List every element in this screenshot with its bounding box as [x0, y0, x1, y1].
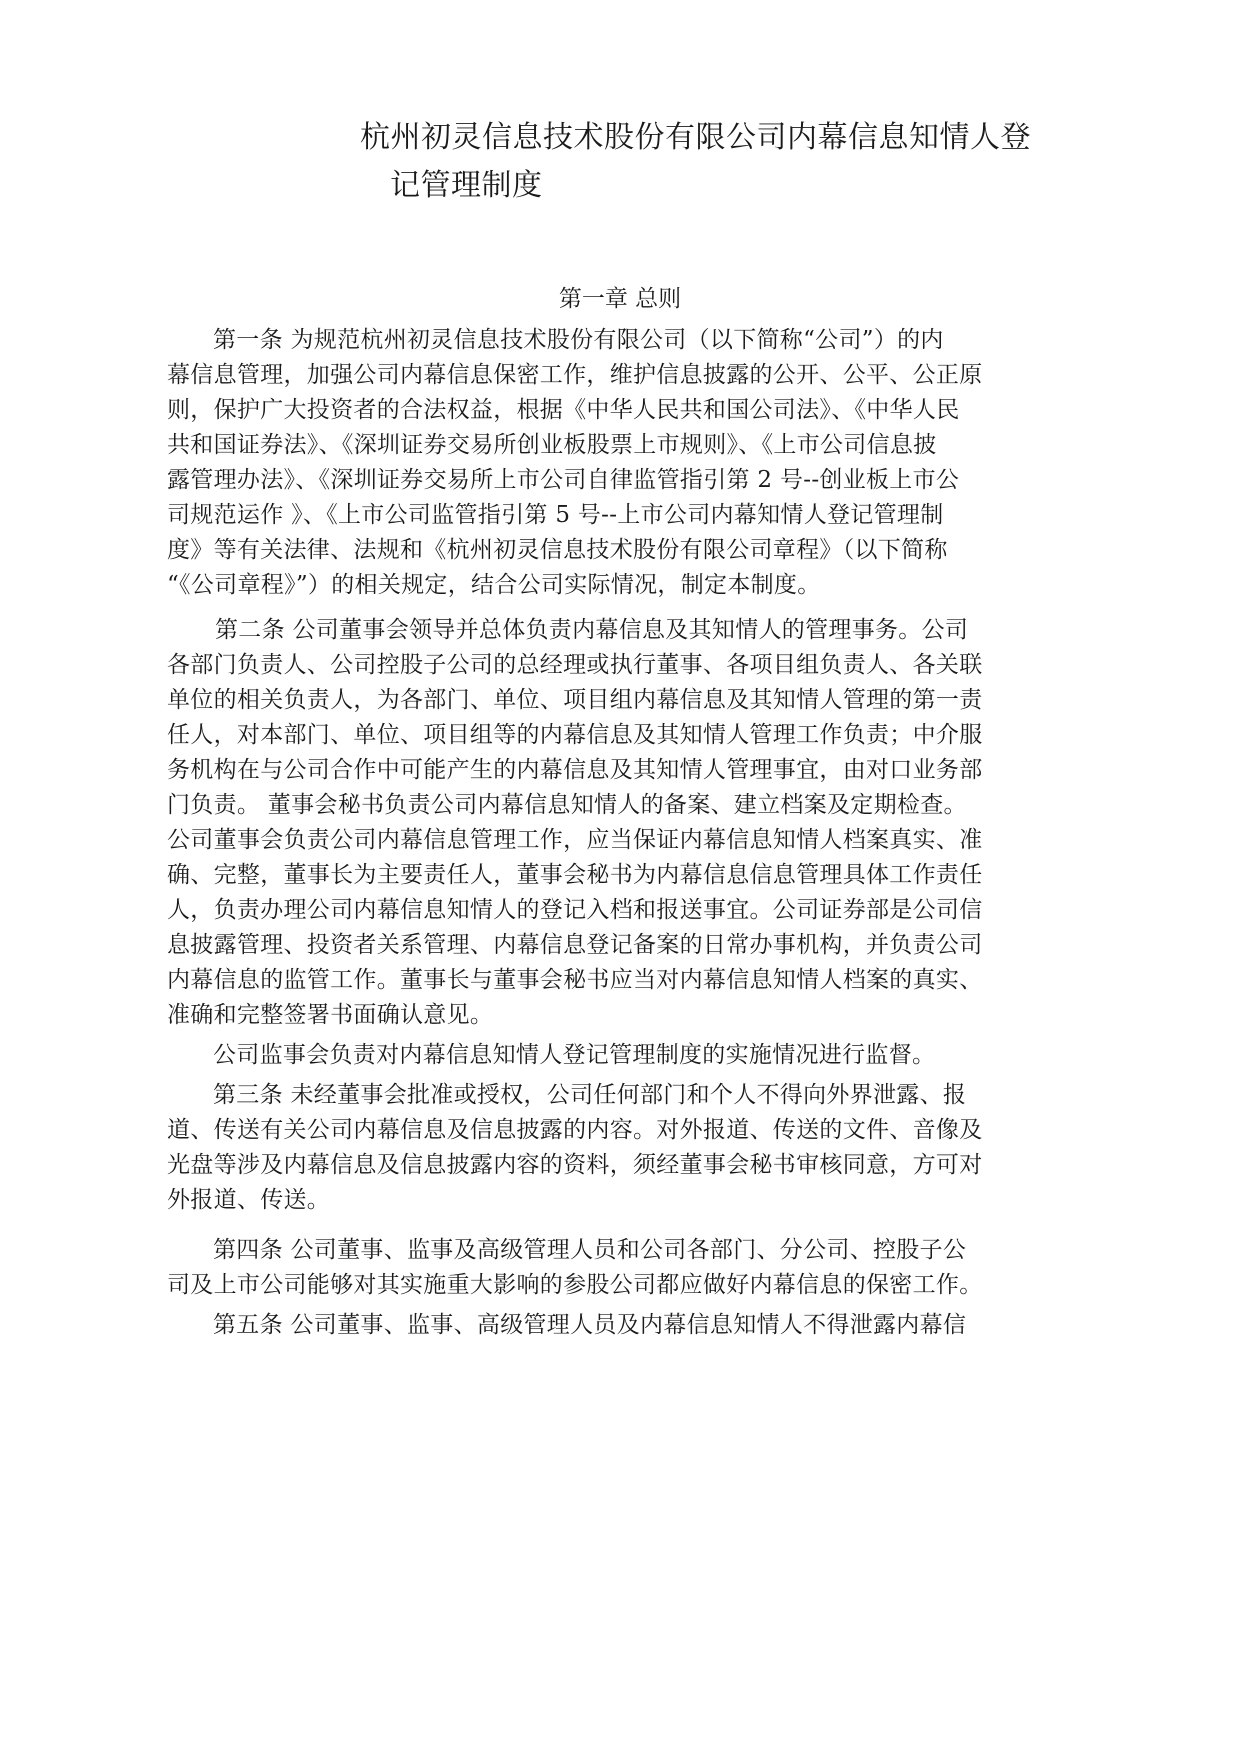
- body-line: 务机构在与公司合作中可能产生的内幕信息及其知情人管理事宜，由对口业务部: [167, 757, 983, 783]
- body-line: 露管理办法》、《深圳证券交易所上市公司自律监管指引第 2 号--创业板上市公: [167, 467, 960, 493]
- body-line: 则，保护广大投资者的合法权益，根据《中华人民共和国公司法》、《中华人民: [167, 397, 960, 423]
- body-line: 公司董事会负责公司内幕信息管理工作，应当保证内幕信息知情人档案真实、准: [167, 827, 983, 853]
- document-title-line-2: 记管理制度: [390, 168, 543, 203]
- body-line: 司及上市公司能够对其实施重大影响的参股公司都应做好内幕信息的保密工作。: [167, 1272, 983, 1298]
- body-line: 司规范运作 》、《上市公司监管指引第 5 号--上市公司内幕知情人登记管理制: [167, 502, 944, 528]
- body-line: 准确和完整签署书面确认意见。: [167, 1002, 494, 1028]
- chapter-heading: 第一章 总则: [558, 286, 682, 312]
- body-line: 度》等有关法律、法规和《杭州初灵信息技术股份有限公司章程》（以下简称: [167, 537, 948, 563]
- body-line: 共和国证券法》、《深圳证券交易所创业板股票上市规则》、《上市公司信息披: [167, 432, 937, 458]
- body-line: 门负责。 董事会秘书负责公司内幕信息知情人的备案、建立档案及定期检查。: [167, 792, 967, 818]
- body-line: 道、传送有关公司内幕信息及信息披露的内容。对外报道、传送的文件、音像及: [167, 1117, 983, 1143]
- body-line: 息披露管理、投资者关系管理、内幕信息登记备案的日常办事机构，并负责公司: [167, 932, 983, 958]
- body-line: 光盘等涉及内幕信息及信息披露内容的资料，须经董事会秘书审核同意，方可对: [167, 1152, 983, 1178]
- body-line: “《公司章程》”）的相关规定，结合公司实际情况，制定本制度。: [167, 572, 821, 598]
- body-line: 任人，对本部门、单位、项目组等的内幕信息及其知情人管理工作负责；中介服: [167, 722, 983, 748]
- body-line: 第一条 为规范杭州初灵信息技术股份有限公司（以下简称“公司”）的内: [213, 327, 944, 353]
- body-line: 第五条 公司董事、监事、高级管理人员及内幕信息知情人不得泄露内幕信: [213, 1312, 967, 1338]
- body-line: 单位的相关负责人，为各部门、单位、项目组内幕信息及其知情人管理的第一责: [167, 687, 983, 713]
- body-line: 第二条 公司董事会领导并总体负责内幕信息及其知情人的管理事务。公司: [215, 617, 969, 643]
- body-line: 各部门负责人、公司控股子公司的总经理或执行董事、各项目组负责人、各关联: [167, 652, 983, 678]
- body-line: 内幕信息的监管工作。董事长与董事会秘书应当对内幕信息知情人档案的真实、: [167, 967, 983, 993]
- document-title-line-1: 杭州初灵信息技术股份有限公司内幕信息知情人登: [360, 120, 1031, 155]
- body-line: 人，负责办理公司内幕信息知情人的登记入档和报送事宜。公司证券部是公司信: [167, 897, 983, 923]
- body-line: 外报道、传送。: [167, 1187, 331, 1213]
- body-line: 公司监事会负责对内幕信息知情人登记管理制度的实施情况进行监督。: [213, 1042, 936, 1068]
- body-line: 第四条 公司董事、监事及高级管理人员和公司各部门、分公司、控股子公: [213, 1237, 967, 1263]
- body-line: 幕信息管理，加强公司内幕信息保密工作，维护信息披露的公开、公平、公正原: [167, 362, 983, 388]
- body-line: 第三条 未经董事会批准或授权，公司任何部门和个人不得向外界泄露、报: [213, 1082, 967, 1108]
- body-line: 确、完整，董事长为主要责任人，董事会秘书为内幕信息信息管理具体工作责任: [167, 862, 983, 888]
